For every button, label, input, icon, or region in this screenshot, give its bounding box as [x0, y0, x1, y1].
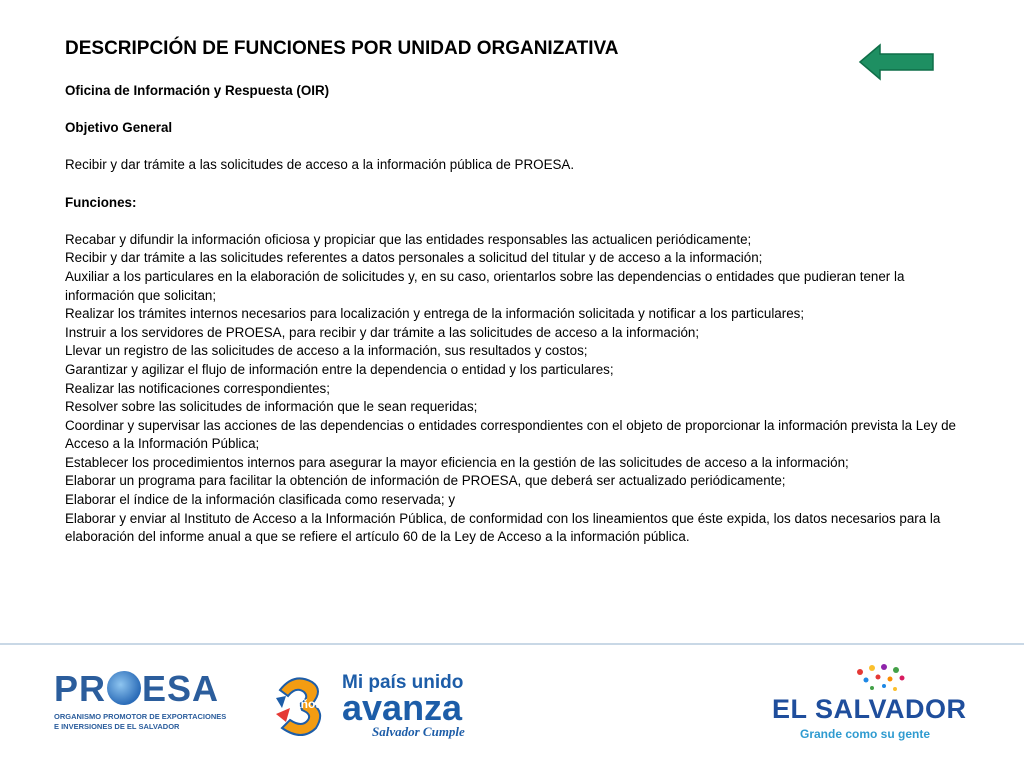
years-label: años	[294, 697, 323, 711]
three-years-badge	[276, 678, 322, 735]
page-title: DESCRIPCIÓN DE FUNCIONES POR UNIDAD ORGANIZATIVA	[65, 38, 619, 59]
el-salvador-logo	[772, 664, 977, 746]
three-numeral: 3	[276, 730, 277, 731]
function-item: Realizar las notificaciones correspondientes;	[65, 380, 330, 396]
function-item: Recibir y dar trámite a las solicitudes referentes a datos personales a solicitud del titular y de acceso a la información;	[65, 250, 763, 266]
arrow-left-icon	[860, 45, 933, 79]
avanza-text: avanza	[342, 687, 463, 728]
function-item: Recabar y difundir la información oficiosa y propiciar que las entidades responsables las actualicen periódicamente;	[65, 231, 752, 247]
unit-name: Oficina de Información y Respuesta (OIR)	[65, 83, 330, 98]
function-item: Instruir a los servidores de PROESA, para recibir y dar trámite a las solicitudes de acceso a la información;	[65, 324, 700, 340]
salvador-cumple-text: Salvador Cumple	[372, 724, 465, 739]
confetti-icon	[850, 664, 910, 696]
function-item: Coordinar y supervisar las acciones de las dependencias o entidades correspondientes con el objeto de proporcionar la información prevista la Ley de Acceso a la Información Pública;	[65, 417, 957, 452]
function-item: Elaborar el índice de la información clasificada como reservada; y	[65, 492, 456, 508]
el-salvador-wordmark: EL SALVADOR	[772, 694, 967, 724]
proesa-wordmark: PR ESA	[54, 668, 220, 709]
function-item: Llevar un registro de las solicitudes de acceso a la información, sus resultados y costos;	[65, 343, 588, 359]
function-item: Realizar los trámites internos necesarios para localización y entrega de la información solicitada y notificar a los particulares;	[65, 306, 805, 322]
mi-pais-unido-text: Mi país unido	[342, 672, 464, 693]
footer-divider	[0, 643, 1024, 645]
functions-heading: Funciones:	[65, 194, 137, 210]
function-item: Garantizar y agilizar el flujo de información entre la dependencia o entidad y los particulares;	[65, 361, 614, 377]
function-item: Elaborar un programa para facilitar la obtención de información de PROESA, que deberá ser actualizado periódicamente;	[65, 473, 786, 489]
document-body	[65, 82, 970, 547]
function-item: Elaborar y enviar al Instituto de Acceso a la Información Pública, de conformidad con los lineamientos que éste expida, los datos necesarios para la elaboración del informe anual a que se refiere el artículo 60 de la Ley de Acceso a la información pública.	[65, 510, 941, 545]
function-item: Establecer los procedimientos internos para asegurar la mayor eficiencia en la gestión de las solicitudes de acceso a la información;	[65, 454, 849, 470]
proesa-subtitle: ORGANISMO PROMOTOR DE EXPORTACIONES E INVERSIONES DE EL SALVADOR	[54, 712, 227, 731]
back-arrow-button[interactable]	[858, 43, 936, 81]
globe-icon	[107, 671, 141, 705]
function-item: Auxiliar a los particulares en la elaboración de solicitudes y, en su caso, orientarlos sobre las dependencias o entidades que pudieran tener la información que solicitan;	[65, 268, 905, 303]
proesa-logo	[54, 668, 234, 740]
objective-heading: Objetivo General	[65, 120, 173, 136]
el-salvador-tagline: Grande como su gente	[800, 727, 931, 741]
objective-text: Recibir y dar trámite a las solicitudes de acceso a la información pública de PROESA.	[65, 157, 575, 173]
function-item: Resolver sobre las solicitudes de información que le sean requeridas;	[65, 399, 478, 415]
mi-pais-avanza-logo	[272, 668, 472, 743]
